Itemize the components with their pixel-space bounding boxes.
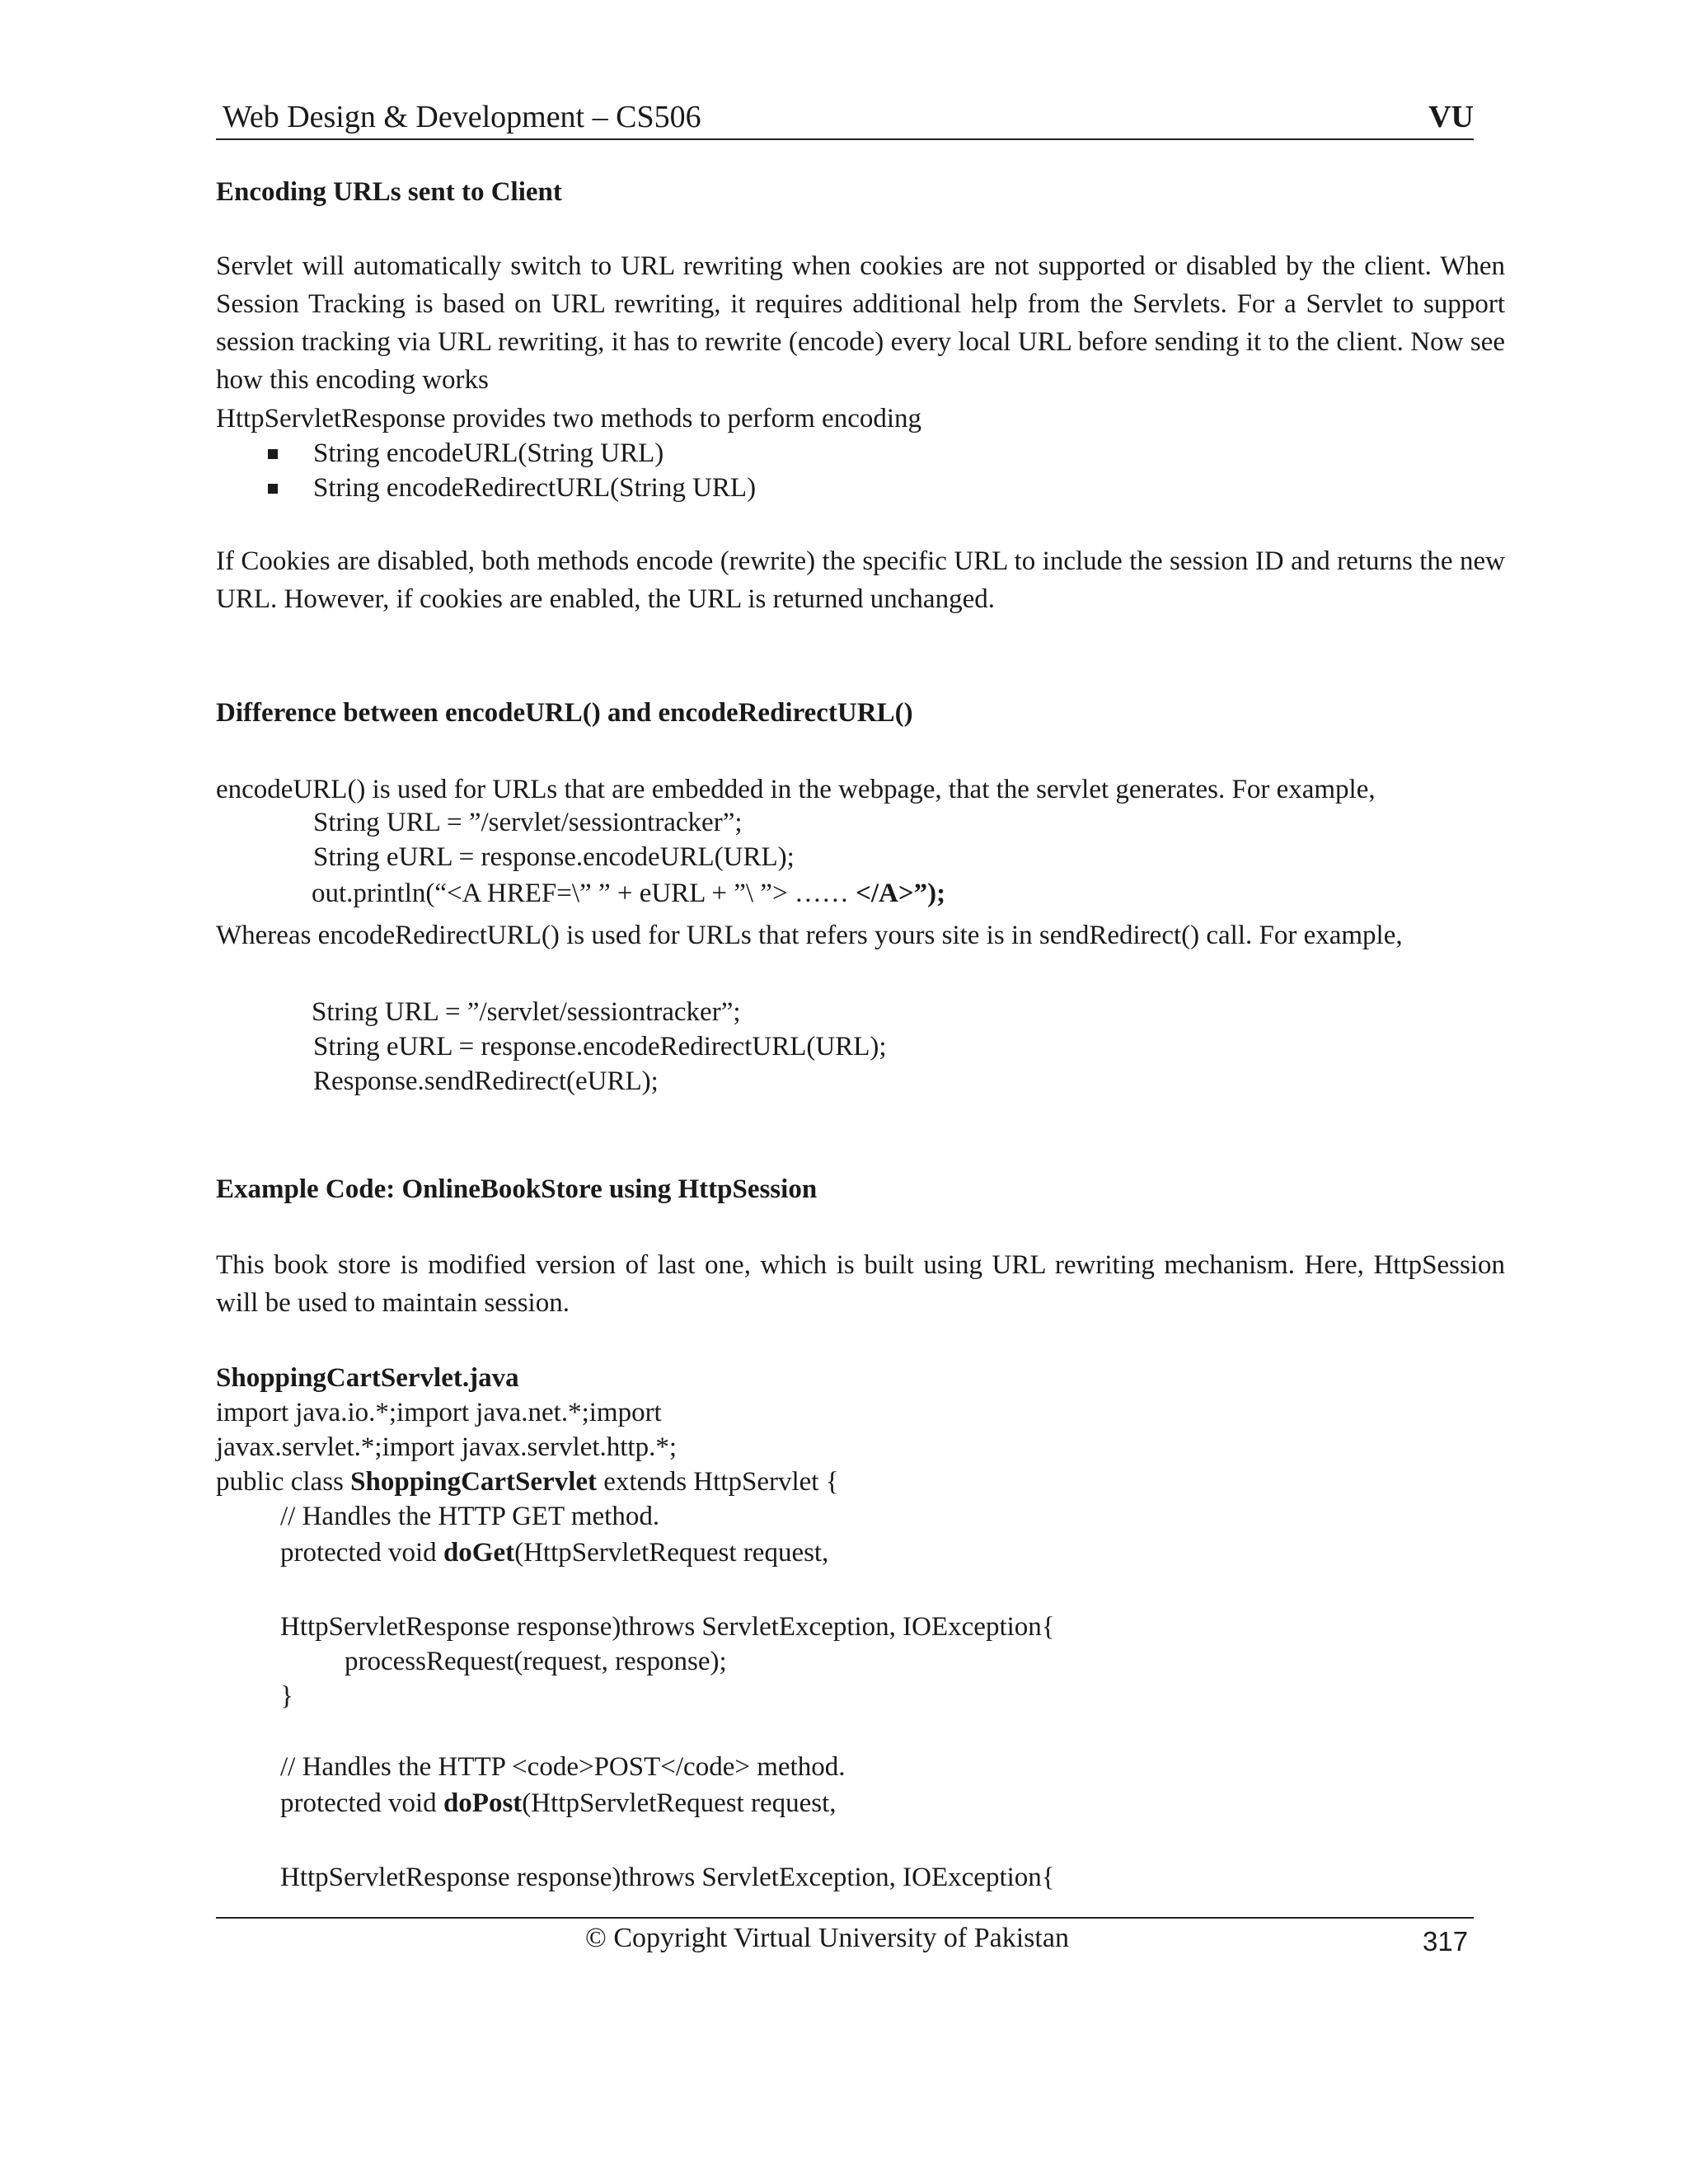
code-line: } — [280, 1681, 293, 1711]
code-params: (HttpServletRequest request, — [522, 1788, 837, 1818]
code-params: (HttpServletRequest request, — [514, 1538, 829, 1568]
header-brand: VU — [1428, 100, 1474, 134]
paragraph-bookstore: This book store is modified version of last one, which is built using URL rewriting mechanism. Here, HttpSession will be used to maintain session. — [216, 1250, 1505, 1318]
code-line: String eURL = response.encodeRedirectURL(URL); — [313, 1032, 887, 1062]
code-line: javax.servlet.*;import javax.servlet.http.*; — [216, 1432, 678, 1462]
code-keyword: extends HttpServlet { — [597, 1467, 839, 1497]
code-method-name: doPost — [443, 1788, 523, 1818]
code-line: import java.io.*;import java.net.*;import — [216, 1398, 662, 1427]
code-keyword: protected void — [280, 1538, 443, 1568]
footer-copyright: © Copyright Virtual University of Pakistan — [585, 1923, 1069, 1953]
code-line: String URL = ”/servlet/sessiontracker”; — [313, 808, 743, 837]
paragraph-url-rewriting: Servlet will automatically switch to URL rewriting when cookies are not supported or disabled by the client. When Session Tracking is based on URL rewriting, it requires additional help from the Servlets. For a Servlet to support session tracking via URL rewriting, it has to rewrite (encode) every local URL before sending it to the client. Now see how this encoding works — [216, 251, 1505, 395]
footer-divider — [216, 1917, 1474, 1919]
heading-difference: Difference between encodeURL() and encodeRedirectURL() — [216, 698, 913, 728]
paragraph-encoding-methods: HttpServletResponse provides two methods to perform encoding — [216, 404, 922, 434]
list-item: String encodeURL(String URL) — [313, 438, 664, 468]
code-method-name: doGet — [443, 1538, 515, 1568]
code-keyword: protected void — [280, 1788, 443, 1818]
code-line: String eURL = response.encodeURL(URL); — [313, 842, 795, 872]
file-title: ShoppingCartServlet.java — [216, 1363, 519, 1393]
code-line-bold: </A>”); — [848, 879, 946, 908]
paragraph-encoderedirecturl: Whereas encodeRedirectURL() is used for URLs that refers yours site is in sendRedirect() call. For example, — [216, 921, 1403, 950]
code-line: HttpServletResponse response)throws ServletException, IOException{ — [280, 1863, 1055, 1892]
code-line-text: out.println(“<A HREF=\” ” + eURL + ”\ ”> …… — [312, 879, 849, 908]
code-class-name: ShoppingCartServlet — [350, 1467, 597, 1497]
code-line: String URL = ”/servlet/sessiontracker”; — [312, 997, 741, 1027]
bullet-icon — [268, 449, 278, 459]
code-line: Response.sendRedirect(eURL); — [313, 1066, 659, 1096]
code-comment: // Handles the HTTP GET method. — [280, 1502, 660, 1531]
code-line — [312, 875, 945, 912]
code-keyword: public class — [216, 1467, 351, 1497]
header-title: Web Design & Development – CS506 — [223, 100, 701, 134]
code-line — [216, 1464, 839, 1500]
paragraph-encodeurl-intro: encodeURL() is used for URLs that are embedded in the webpage, that the servlet generates. For example, — [216, 775, 1376, 804]
heading-encoding-urls: Encoding URLs sent to Client — [216, 177, 562, 207]
code-comment: // Handles the HTTP <code>POST</code> method. — [280, 1752, 846, 1782]
page-header — [216, 97, 1474, 140]
page-number: 317 — [1423, 1926, 1469, 1957]
code-line: processRequest(request, response); — [345, 1647, 727, 1676]
code-line — [280, 1785, 837, 1821]
code-line — [280, 1535, 828, 1571]
bullet-icon — [268, 484, 278, 494]
heading-example-code: Example Code: OnlineBookStore using HttpSession — [216, 1174, 818, 1204]
paragraph-cookies-disabled: If Cookies are disabled, both methods encode (rewrite) the specific URL to include the session ID and returns the new URL. However, if cookies are enabled, the URL is returned unchanged. — [216, 546, 1505, 614]
list-item: String encodeRedirectURL(String URL) — [313, 473, 757, 503]
code-line: HttpServletResponse response)throws ServletException, IOException{ — [280, 1612, 1055, 1642]
